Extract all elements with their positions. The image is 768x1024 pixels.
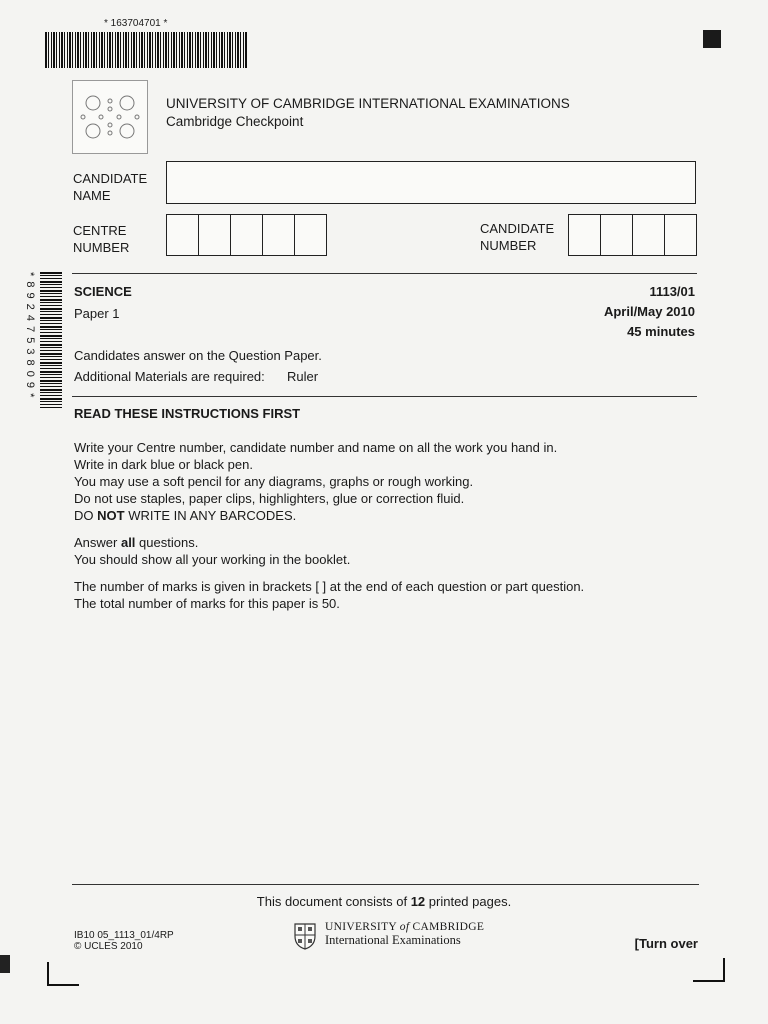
digit-box[interactable]	[600, 214, 633, 256]
candidate-number-label: CANDIDATE NUMBER	[480, 221, 555, 253]
turn-over: [Turn over	[634, 936, 698, 951]
corner-mark-left	[47, 962, 79, 986]
instructions-block-2	[74, 534, 694, 568]
registration-mark	[703, 30, 721, 48]
instruction-line: Answer all questions.	[74, 535, 199, 550]
instruction-line: You may use a soft pencil for any diagrams, graphs or rough working.	[74, 474, 474, 489]
instructions-block-3	[74, 578, 694, 612]
org-title: UNIVERSITY OF CAMBRIDGE INTERNATIONAL EXAMINATIONS	[166, 96, 570, 111]
side-barcode	[40, 272, 62, 408]
digit-box[interactable]	[294, 214, 327, 256]
top-barcode-number: * 163704701 *	[104, 18, 168, 29]
corner-mark-right	[693, 958, 725, 982]
answer-on-line: Candidates answer on the Question Paper.	[74, 348, 322, 363]
instructions-heading: READ THESE INSTRUCTIONS FIRST	[74, 406, 301, 421]
footer-divider	[72, 884, 699, 885]
digit-box[interactable]	[166, 214, 199, 256]
candidate-number-field[interactable]	[569, 214, 697, 256]
instructions-block-1	[74, 439, 694, 524]
digit-box[interactable]	[198, 214, 231, 256]
digit-box[interactable]	[262, 214, 295, 256]
digit-box[interactable]	[664, 214, 697, 256]
session: April/May 2010	[603, 304, 695, 319]
page-count: This document consists of 12 printed pages.	[256, 894, 512, 909]
candidate-name-field[interactable]	[166, 161, 696, 204]
instruction-line: You should show all your working in the booklet.	[74, 552, 351, 567]
centre-number-field[interactable]	[167, 214, 327, 256]
digit-box[interactable]	[568, 214, 601, 256]
divider	[72, 396, 697, 397]
instruction-line: The number of marks is given in brackets [ ] at the end of each question or part question.	[74, 579, 585, 594]
cie-logo	[72, 80, 148, 154]
centre-number-label: CENTRE NUMBER	[73, 223, 130, 255]
materials-label: Additional Materials are required:	[74, 369, 265, 384]
cambridge-wordmark: UNIVERSITY of CAMBRIDGE International Examinations	[325, 921, 485, 947]
duration: 45 minutes	[627, 324, 695, 339]
instruction-line: Write in dark blue or black pen.	[74, 457, 253, 472]
digit-box[interactable]	[230, 214, 263, 256]
materials-value: Ruler	[287, 369, 319, 384]
paper-code: 1113/01	[649, 284, 695, 299]
divider	[72, 273, 697, 274]
digit-box[interactable]	[632, 214, 665, 256]
subject: SCIENCE	[74, 284, 132, 299]
candidate-name-label: CANDIDATE NAME	[73, 171, 148, 203]
instruction-line: DO NOT WRITE IN ANY BARCODES.	[74, 508, 297, 523]
top-barcode	[45, 32, 247, 68]
side-barcode-number: * 8 9 2 4 7 5 3 8 0 9 *	[24, 272, 36, 399]
copyright: © UCLES 2010	[74, 941, 143, 952]
programme-title: Cambridge Checkpoint	[166, 114, 304, 129]
instruction-line: Write your Centre number, candidate number and name on all the work you hand in.	[74, 440, 558, 455]
instruction-line: Do not use staples, paper clips, highlighters, glue or correction fluid.	[74, 491, 465, 506]
edge-mark	[0, 955, 10, 973]
document-ref: IB10 05_1113_01/4RP	[74, 930, 174, 941]
instruction-line: The total number of marks for this paper is 50.	[74, 596, 340, 611]
paper-number: Paper 1	[74, 306, 120, 321]
cambridge-crest-icon	[293, 922, 317, 950]
